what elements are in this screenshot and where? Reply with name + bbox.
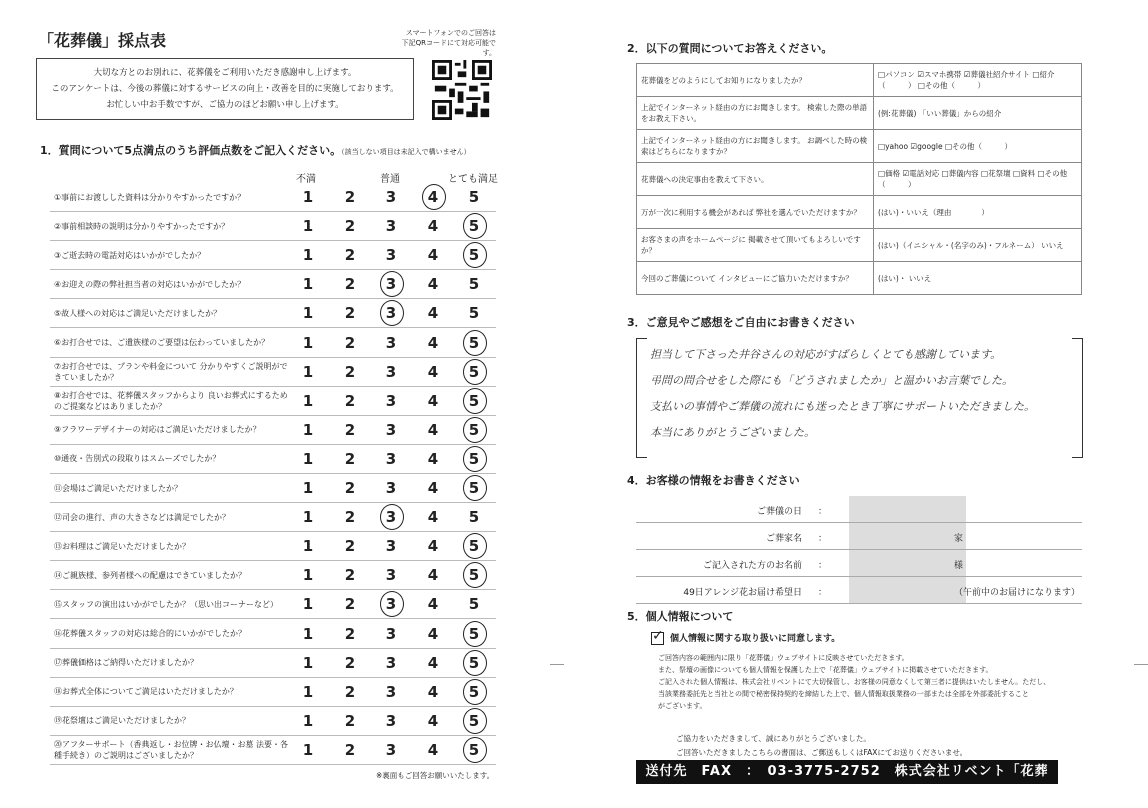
score-option[interactable]: 3 xyxy=(385,246,397,265)
score-option[interactable]: 4 xyxy=(427,275,439,294)
info-suffix: 様 xyxy=(954,561,964,571)
score-option[interactable]: 5 xyxy=(468,304,480,323)
question-text: ⑬お料理はご満足いただけましたか？ xyxy=(54,541,190,551)
section-3-title: 3．ご意見やご感想をご自由にお書きください xyxy=(627,316,855,329)
agree-checkbox[interactable]: ✓個人情報に関する取り扱いに同意します。 xyxy=(651,631,840,645)
score-option[interactable]: 3 xyxy=(385,711,397,730)
rating-row xyxy=(50,212,496,241)
score-option[interactable]: 2 xyxy=(344,420,356,439)
score-option[interactable]: 2 xyxy=(344,740,356,759)
score-option[interactable]: 2 xyxy=(344,304,356,323)
score-option[interactable]: 2 xyxy=(344,391,356,410)
header-very-satisfied: とても満足 xyxy=(448,174,498,185)
score-option[interactable]: 2 xyxy=(344,711,356,730)
section-5-title: 5．個人情報について xyxy=(627,610,734,623)
comment-line: 担当して下さった井谷さんの対応がすばらしくとても感謝しています。 xyxy=(650,348,1002,361)
score-option[interactable]: 2 xyxy=(344,188,356,206)
survey-answer[interactable]: □価格 ☑電話対応 □葬儀内容 □花祭壇 □資料 □その他（ ） xyxy=(874,163,1082,196)
score-option[interactable]: 2 xyxy=(344,624,356,643)
rating-row xyxy=(50,649,496,678)
question-text: ⑫司会の進行、声の大きさなどは満足でしたか？ xyxy=(54,512,230,522)
rating-row xyxy=(50,707,496,736)
info-row xyxy=(636,550,1082,577)
question-text: ⑱お葬式全体についてご満足はいただけましたか？ xyxy=(54,687,238,697)
score-selected[interactable]: 3 xyxy=(379,594,403,614)
score-option[interactable]: 1 xyxy=(302,391,314,410)
score-selected[interactable]: 5 xyxy=(462,245,486,265)
score-selected[interactable]: 4 xyxy=(421,187,445,207)
score-selected[interactable]: 3 xyxy=(379,274,403,294)
score-option[interactable]: 4 xyxy=(427,304,439,323)
comment-line: 本当にありがとうございました。 xyxy=(650,426,815,439)
score-option[interactable]: 1 xyxy=(302,711,314,730)
score-option[interactable]: 4 xyxy=(427,391,439,410)
score-option[interactable]: 3 xyxy=(385,420,397,439)
info-field[interactable] xyxy=(849,523,966,549)
score-option[interactable]: 2 xyxy=(344,682,356,701)
question-text: ⑩通夜・告別式の段取りはスムーズでしたか？ xyxy=(54,454,221,464)
score-selected[interactable]: 5 xyxy=(462,711,486,731)
info-label: ご記入された方のお名前 xyxy=(702,561,802,571)
colon: ： xyxy=(818,507,828,517)
question-text: ⑧お打合せでは、花葬儀スタッフからより 良いお葬式にするためのご提案などはありましたか？ xyxy=(54,390,288,411)
survey-row xyxy=(637,97,1082,130)
score-option[interactable]: 3 xyxy=(385,537,397,556)
score-selected[interactable]: 5 xyxy=(462,565,486,585)
question-text: ⑨フラワーデザイナーの対応はご満足いただけましたか？ xyxy=(54,425,261,435)
survey-answer[interactable]: (はい)・ いいえ xyxy=(874,262,1082,295)
question-text: ①事前にお渡しした資料は分かりやすかったですか？ xyxy=(54,192,246,202)
question-text: ③ご逝去時の電話対応はいかがでしたか？ xyxy=(54,250,206,260)
info-row xyxy=(636,523,1082,550)
info-label: ご葬儀の日 xyxy=(756,507,802,517)
colon: ： xyxy=(818,561,828,571)
survey-row xyxy=(637,163,1082,196)
score-option[interactable]: 1 xyxy=(302,275,314,294)
score-option[interactable]: 2 xyxy=(344,566,356,585)
score-option[interactable]: 1 xyxy=(302,362,314,381)
question-text: ⑪会場はご満足いただけましたか？ xyxy=(54,483,182,493)
thanks-text: ご協力をいただきまして、誠にありがとうございました。 ご回答いただきましたこちらの書面は、ご郵送もしくはFAXにてお送りくださいませ。 xyxy=(676,734,968,757)
section-2-title: 2．以下の質問についてお答えください。 xyxy=(627,42,833,55)
score-option[interactable]: 2 xyxy=(344,275,356,294)
score-option[interactable]: 4 xyxy=(427,740,439,759)
score-option[interactable]: 4 xyxy=(427,449,439,468)
rating-row xyxy=(50,532,496,561)
score-option[interactable]: 1 xyxy=(302,479,314,497)
score-option[interactable]: 2 xyxy=(344,362,356,381)
score-option[interactable]: 1 xyxy=(302,217,314,236)
score-option[interactable]: 4 xyxy=(427,217,439,236)
fax-banner: 送付先 FAX ： 03-3775-2752 株式会社リベント「花葬儀」 xyxy=(636,760,1058,784)
score-option[interactable]: 3 xyxy=(385,391,397,410)
score-option[interactable]: 3 xyxy=(385,740,397,759)
score-option[interactable]: 3 xyxy=(385,449,397,468)
score-selected[interactable]: 5 xyxy=(462,624,486,644)
survey-table xyxy=(636,63,1082,295)
rating-row xyxy=(50,416,496,445)
score-option[interactable]: 4 xyxy=(427,653,439,672)
rating-row xyxy=(50,241,496,270)
info-label: ご葬家名 xyxy=(765,534,802,544)
score-option[interactable]: 4 xyxy=(427,711,439,730)
question-text: ②事前相談時の説明は分かりやすかったですか？ xyxy=(54,221,230,231)
survey-question: 今回のご葬儀について インタビューにご協力いただけますか？ xyxy=(637,262,874,295)
score-option[interactable]: 1 xyxy=(302,304,314,323)
score-option[interactable]: 5 xyxy=(468,508,480,527)
score-option[interactable]: 2 xyxy=(344,217,356,236)
info-field[interactable] xyxy=(849,550,966,576)
score-option[interactable]: 1 xyxy=(302,420,314,439)
score-option[interactable]: 1 xyxy=(302,740,314,759)
colon: ： xyxy=(818,534,828,544)
info-field[interactable] xyxy=(849,577,966,603)
question-text: ⑤故人様への対応はご満足いただけましたか？ xyxy=(54,308,222,318)
score-option[interactable]: 3 xyxy=(385,566,397,585)
score-option[interactable]: 2 xyxy=(344,595,356,614)
score-option[interactable]: 1 xyxy=(302,188,314,206)
privacy-text: ご回答内容の範囲内に限り「花葬儀」ウェブサイトに反映させていただきます。 また、祭壇の画像についても個人情報を保護した上で「花葬儀」ウェブサイトに掲載させていただきます。 ご記入された個人情報は、株式会社リベントにて大切保管し、お客様の同意なくして第三者に提供はいたしません。ただし、 当該業務委託先と当社との間で秘密保持契約を締結した上で、個人情報取扱業務の一部または全部を外部委託すること がございます。 xyxy=(658,654,1051,710)
survey-answer[interactable]: □yahoo ☑google □その他（ ） xyxy=(874,130,1082,163)
question-text: ⑰葬儀価格はご納得いただけましたか？ xyxy=(54,658,198,668)
survey-row xyxy=(637,229,1082,262)
rating-row xyxy=(50,183,496,212)
bracket-left xyxy=(636,338,647,458)
score-option[interactable]: 2 xyxy=(344,449,356,468)
section-4-title: 4．お客様の情報をお書きください xyxy=(627,474,800,487)
rating-row xyxy=(50,329,496,358)
score-selected[interactable]: 5 xyxy=(462,449,486,469)
info-row xyxy=(636,496,1082,523)
question-text: ⑥お打合せでは、ご遺族様のご要望は伝わっていましたか？ xyxy=(54,338,270,347)
score-option[interactable]: 1 xyxy=(302,333,314,352)
question-text: ⑭ご親族様、参列者様への配慮はできていましたか？ xyxy=(54,570,246,580)
question-text: ⑳アフターサポート（香典返し・お位牌・お仏壇・お墓 法要・各種手続き）のご説明はございましたか？ xyxy=(54,739,288,760)
score-option[interactable]: 1 xyxy=(302,566,314,585)
survey-answer[interactable]: (例:花葬儀) 「いい葬儀」からの紹介 xyxy=(874,97,1082,130)
info-suffix: （午前中のお届けになります） xyxy=(954,588,1081,598)
checkbox-icon[interactable] xyxy=(651,632,664,645)
divider-mark xyxy=(1134,664,1148,665)
score-option[interactable]: 3 xyxy=(385,682,397,701)
score-option[interactable]: 3 xyxy=(385,624,397,643)
score-option[interactable]: 5 xyxy=(468,188,480,206)
score-option[interactable]: 2 xyxy=(344,246,356,265)
question-text: ⑯花葬儀スタッフの対応は総合的にいかがでしたか？ xyxy=(54,629,246,638)
score-option[interactable]: 1 xyxy=(302,508,314,527)
survey-answer[interactable]: □パソコン ☑スマホ携帯 ☑葬儀社紹介サイト □紹介（ ） □その他（ ） xyxy=(874,64,1082,97)
score-option[interactable]: 5 xyxy=(468,595,480,614)
score-option[interactable]: 4 xyxy=(427,333,439,352)
score-option[interactable]: 4 xyxy=(427,508,439,527)
bracket-right xyxy=(1072,338,1083,458)
score-option[interactable]: 4 xyxy=(427,362,439,381)
score-option[interactable]: 1 xyxy=(302,653,314,672)
score-option[interactable]: 2 xyxy=(344,537,356,556)
score-selected[interactable]: 3 xyxy=(379,303,403,323)
score-option[interactable]: 2 xyxy=(344,508,356,527)
survey-row xyxy=(637,130,1082,163)
intro-box: 大切な方とのお別れに、花葬儀をご利用いただき感謝申し上げます。 このアンケートは、今後の葬儀に対するサービスの向上・改善を目的に実施しております。 お忙しい中お手数ですが、ご協力のほどお願い申し上げます。 xyxy=(36,58,414,120)
question-text: ⑮スタッフの演出はいかがでしたか？（思い出コーナーなど） xyxy=(54,599,278,609)
score-selected[interactable]: 5 xyxy=(462,682,486,702)
score-option[interactable]: 4 xyxy=(427,566,439,585)
score-selected[interactable]: 5 xyxy=(462,333,486,353)
rating-row xyxy=(50,620,496,649)
section-1-title: 1．質問について5点満点のうち評価点数をご記入ください。（該当しない項目は未記入で構いません） xyxy=(40,144,471,157)
score-selected[interactable]: 5 xyxy=(462,391,486,411)
survey-row xyxy=(637,196,1082,229)
footnote: ※裏面もご回答お願いいたします。 xyxy=(376,771,495,780)
rating-row xyxy=(50,561,496,590)
rating-row xyxy=(50,358,496,387)
question-text: ④お迎えの際の弊社担当者の対応はいかがでしたか？ xyxy=(54,279,246,289)
rating-row xyxy=(50,590,496,619)
score-option[interactable]: 1 xyxy=(302,246,314,265)
score-selected[interactable]: 5 xyxy=(462,216,486,236)
score-option[interactable]: 3 xyxy=(385,479,397,497)
colon: ： xyxy=(818,588,828,598)
score-option[interactable]: 1 xyxy=(302,624,314,643)
score-selected[interactable]: 5 xyxy=(462,420,486,440)
survey-question: 花葬儀への決定事由を教えて下さい。 xyxy=(637,163,874,196)
survey-question: 花葬儀をどのようにしてお知りになりましたか？ xyxy=(637,64,874,97)
score-option[interactable]: 4 xyxy=(427,595,439,614)
info-field[interactable] xyxy=(849,496,966,522)
rating-row xyxy=(50,503,496,532)
rating-row xyxy=(50,445,496,474)
score-selected[interactable]: 3 xyxy=(379,507,403,527)
question-text: ⑲花祭壇はご満足いただけましたか？ xyxy=(54,716,190,726)
info-row xyxy=(636,577,1082,604)
score-option[interactable]: 4 xyxy=(427,682,439,701)
score-selected[interactable]: 5 xyxy=(462,478,486,498)
survey-row xyxy=(637,262,1082,295)
comment-line: 支払いの事情やご葬儀の流れにも迷ったとき丁寧にサポートいただきました。 xyxy=(650,400,1035,413)
qr-code-icon[interactable] xyxy=(432,60,492,120)
score-option[interactable]: 3 xyxy=(385,188,397,206)
info-suffix: 家 xyxy=(954,534,964,544)
survey-question: 上記でインターネット経由の方にお聞きします。 お調べした時の検索はどちらになりますか？ xyxy=(637,130,874,163)
survey-row xyxy=(637,64,1082,97)
score-option[interactable]: 1 xyxy=(302,537,314,556)
rating-row xyxy=(50,678,496,707)
score-option[interactable]: 4 xyxy=(427,246,439,265)
score-option[interactable]: 1 xyxy=(302,682,314,701)
header-dissatisfied: 不満 xyxy=(296,174,316,185)
rating-row xyxy=(50,474,496,503)
rating-row xyxy=(50,736,496,765)
survey-question: 上記でインターネット経由の方にお聞きします。 検索した際の単語をお教え下さい。 xyxy=(637,97,874,130)
score-selected[interactable]: 5 xyxy=(462,362,486,382)
score-option[interactable]: 4 xyxy=(427,420,439,439)
score-option[interactable]: 1 xyxy=(302,449,314,468)
rating-row xyxy=(50,270,496,299)
info-label: 49日アレンジ花お届け希望日 xyxy=(683,588,802,598)
survey-question: 万が一次に利用する機会があれば 弊社を選んでいただけますか？ xyxy=(637,196,874,229)
score-option[interactable]: 1 xyxy=(302,595,314,614)
comment-line: 弔問の問合せをした際にも「どうされましたか」と温かいお言葉でした。 xyxy=(650,374,1013,387)
divider-mark xyxy=(550,664,564,665)
score-option[interactable]: 5 xyxy=(468,275,480,294)
score-selected[interactable]: 5 xyxy=(462,536,486,556)
header-average: 普通 xyxy=(380,174,400,185)
rating-row xyxy=(50,387,496,416)
rating-row xyxy=(50,299,496,328)
score-selected[interactable]: 5 xyxy=(462,740,486,760)
score-option[interactable]: 3 xyxy=(385,333,397,352)
question-text: ⑦お打合せでは、プランや料金について 分かりやすくご説明ができていましたか？ xyxy=(54,361,288,382)
qr-note: スマートフォンでのご回答は 下記QRコードにて対応可能です。 xyxy=(401,29,496,57)
score-option[interactable]: 2 xyxy=(344,479,356,497)
page-title: 「花葬儀」採点表 xyxy=(38,31,167,50)
score-option[interactable]: 3 xyxy=(385,362,397,381)
survey-answer[interactable]: (はい)（イニシャル・(名字のみ)・フルネーム） いいえ xyxy=(874,229,1082,262)
score-option[interactable]: 3 xyxy=(385,217,397,236)
score-option[interactable]: 4 xyxy=(427,537,439,556)
score-option[interactable]: 2 xyxy=(344,333,356,352)
score-option[interactable]: 4 xyxy=(427,479,439,497)
score-option[interactable]: 2 xyxy=(344,653,356,672)
survey-answer[interactable]: (はい)・いいえ（理由 ） xyxy=(874,196,1082,229)
score-option[interactable]: 3 xyxy=(385,653,397,672)
survey-question: お客さまの声をホームページに 掲載させて頂いてもよろしいですか？ xyxy=(637,229,874,262)
score-option[interactable]: 4 xyxy=(427,624,439,643)
score-selected[interactable]: 5 xyxy=(462,653,486,673)
